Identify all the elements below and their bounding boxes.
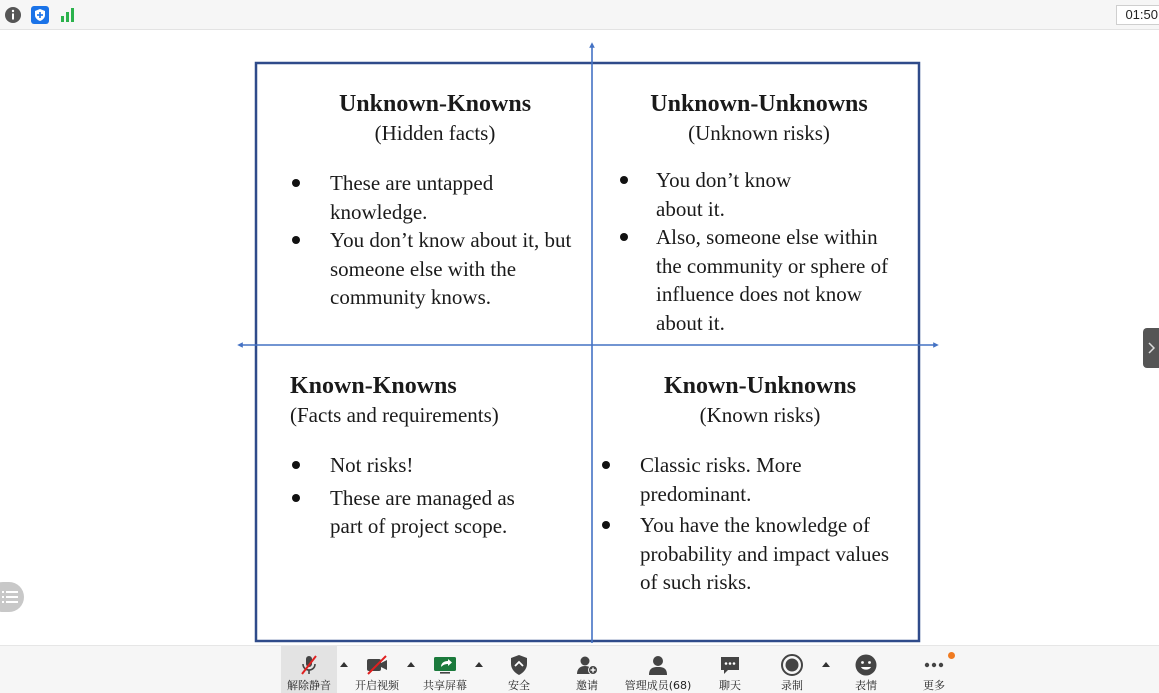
shield-icon[interactable]	[31, 6, 49, 24]
quadrant-subtitle: (Known risks)	[699, 403, 821, 427]
invite-icon	[575, 653, 599, 677]
unmute-button[interactable]	[281, 646, 337, 693]
chevron-up-icon[interactable]	[474, 659, 484, 669]
participants-icon	[646, 653, 670, 677]
meeting-timer: 01:50	[1116, 5, 1159, 25]
toolbar-label: 安全	[508, 679, 530, 692]
bullet-item: You don’t know about it.	[618, 166, 900, 223]
quadrant-known-unknowns	[600, 371, 900, 597]
meeting-toolbar	[0, 645, 1159, 693]
quadrant-unknown-unknowns	[618, 89, 900, 337]
mic-muted-icon	[297, 653, 321, 677]
record-button[interactable]	[770, 646, 814, 693]
participants-button[interactable]	[622, 646, 694, 693]
bullet-item: Classic risks. More predominant.	[600, 451, 900, 508]
quadrant-title: Unknown-Knowns	[338, 91, 532, 117]
emoji-icon	[854, 653, 878, 677]
bullet-item: You don’t know about it, but someone else with the community knows.	[290, 226, 580, 312]
toolbar-label: 解除静音	[287, 679, 331, 692]
reactions-button[interactable]	[844, 646, 888, 693]
quadrant-title: Known-Unknowns	[663, 373, 857, 399]
top-bar	[0, 0, 1159, 30]
bullet-item: Also, someone else within the community or sphere of influence does not know about it.	[618, 223, 900, 337]
invite-button[interactable]	[565, 646, 609, 693]
bullet-item: You have the knowledge of probability and impact values of such risks.	[600, 511, 900, 597]
chat-button[interactable]	[708, 646, 752, 693]
info-icon[interactable]	[4, 6, 22, 24]
bullet-item: Not risks!	[290, 451, 580, 480]
signal-icon[interactable]	[59, 6, 77, 24]
chevron-right-icon	[1147, 342, 1155, 354]
list-icon	[2, 589, 22, 605]
toolbar-label: 录制	[781, 679, 803, 692]
share-screen-icon	[433, 653, 457, 677]
bullet-list	[290, 451, 580, 541]
toolbar-label: 聊天	[719, 679, 741, 692]
security-button[interactable]	[496, 646, 542, 693]
notification-dot	[948, 652, 955, 659]
side-panel-toggle[interactable]	[1143, 328, 1159, 368]
quadrant-subtitle: (Facts and requirements)	[290, 403, 499, 427]
shared-slide	[0, 31, 1159, 645]
bullet-item: These are managed as part of project scope.	[290, 484, 580, 541]
toolbar-label: 邀请	[576, 679, 598, 692]
bullet-list	[618, 166, 900, 337]
quadrant-title: Known-Knowns	[290, 373, 457, 399]
toolbar-label: 共享屏幕	[423, 679, 467, 692]
quadrant-title: Unknown-Unknowns	[650, 91, 868, 117]
quadrant-unknown-knowns	[290, 89, 580, 312]
more-icon	[922, 653, 946, 677]
chat-icon	[718, 653, 742, 677]
video-off-icon	[365, 653, 389, 677]
bullet-list	[600, 451, 900, 597]
start-video-button[interactable]	[351, 646, 403, 693]
chevron-up-icon[interactable]	[339, 659, 349, 669]
chevron-up-icon[interactable]	[406, 659, 416, 669]
toolbar-label: 开启视频	[355, 679, 399, 692]
toolbar-label: 管理成员(68)	[624, 679, 692, 692]
chevron-up-icon[interactable]	[821, 659, 831, 669]
quadrant-subtitle: (Hidden facts)	[374, 121, 496, 145]
bullet-item: These are untapped knowledge.	[290, 169, 580, 226]
share-screen-button[interactable]	[418, 646, 472, 693]
bullet-list	[290, 169, 580, 312]
toolbar-label: 表情	[855, 679, 877, 692]
toolbar-label: 更多	[923, 679, 945, 692]
quadrant-subtitle: (Unknown risks)	[688, 121, 830, 145]
security-icon	[507, 653, 531, 677]
quadrant-known-knowns	[290, 371, 580, 541]
record-icon	[780, 653, 804, 677]
